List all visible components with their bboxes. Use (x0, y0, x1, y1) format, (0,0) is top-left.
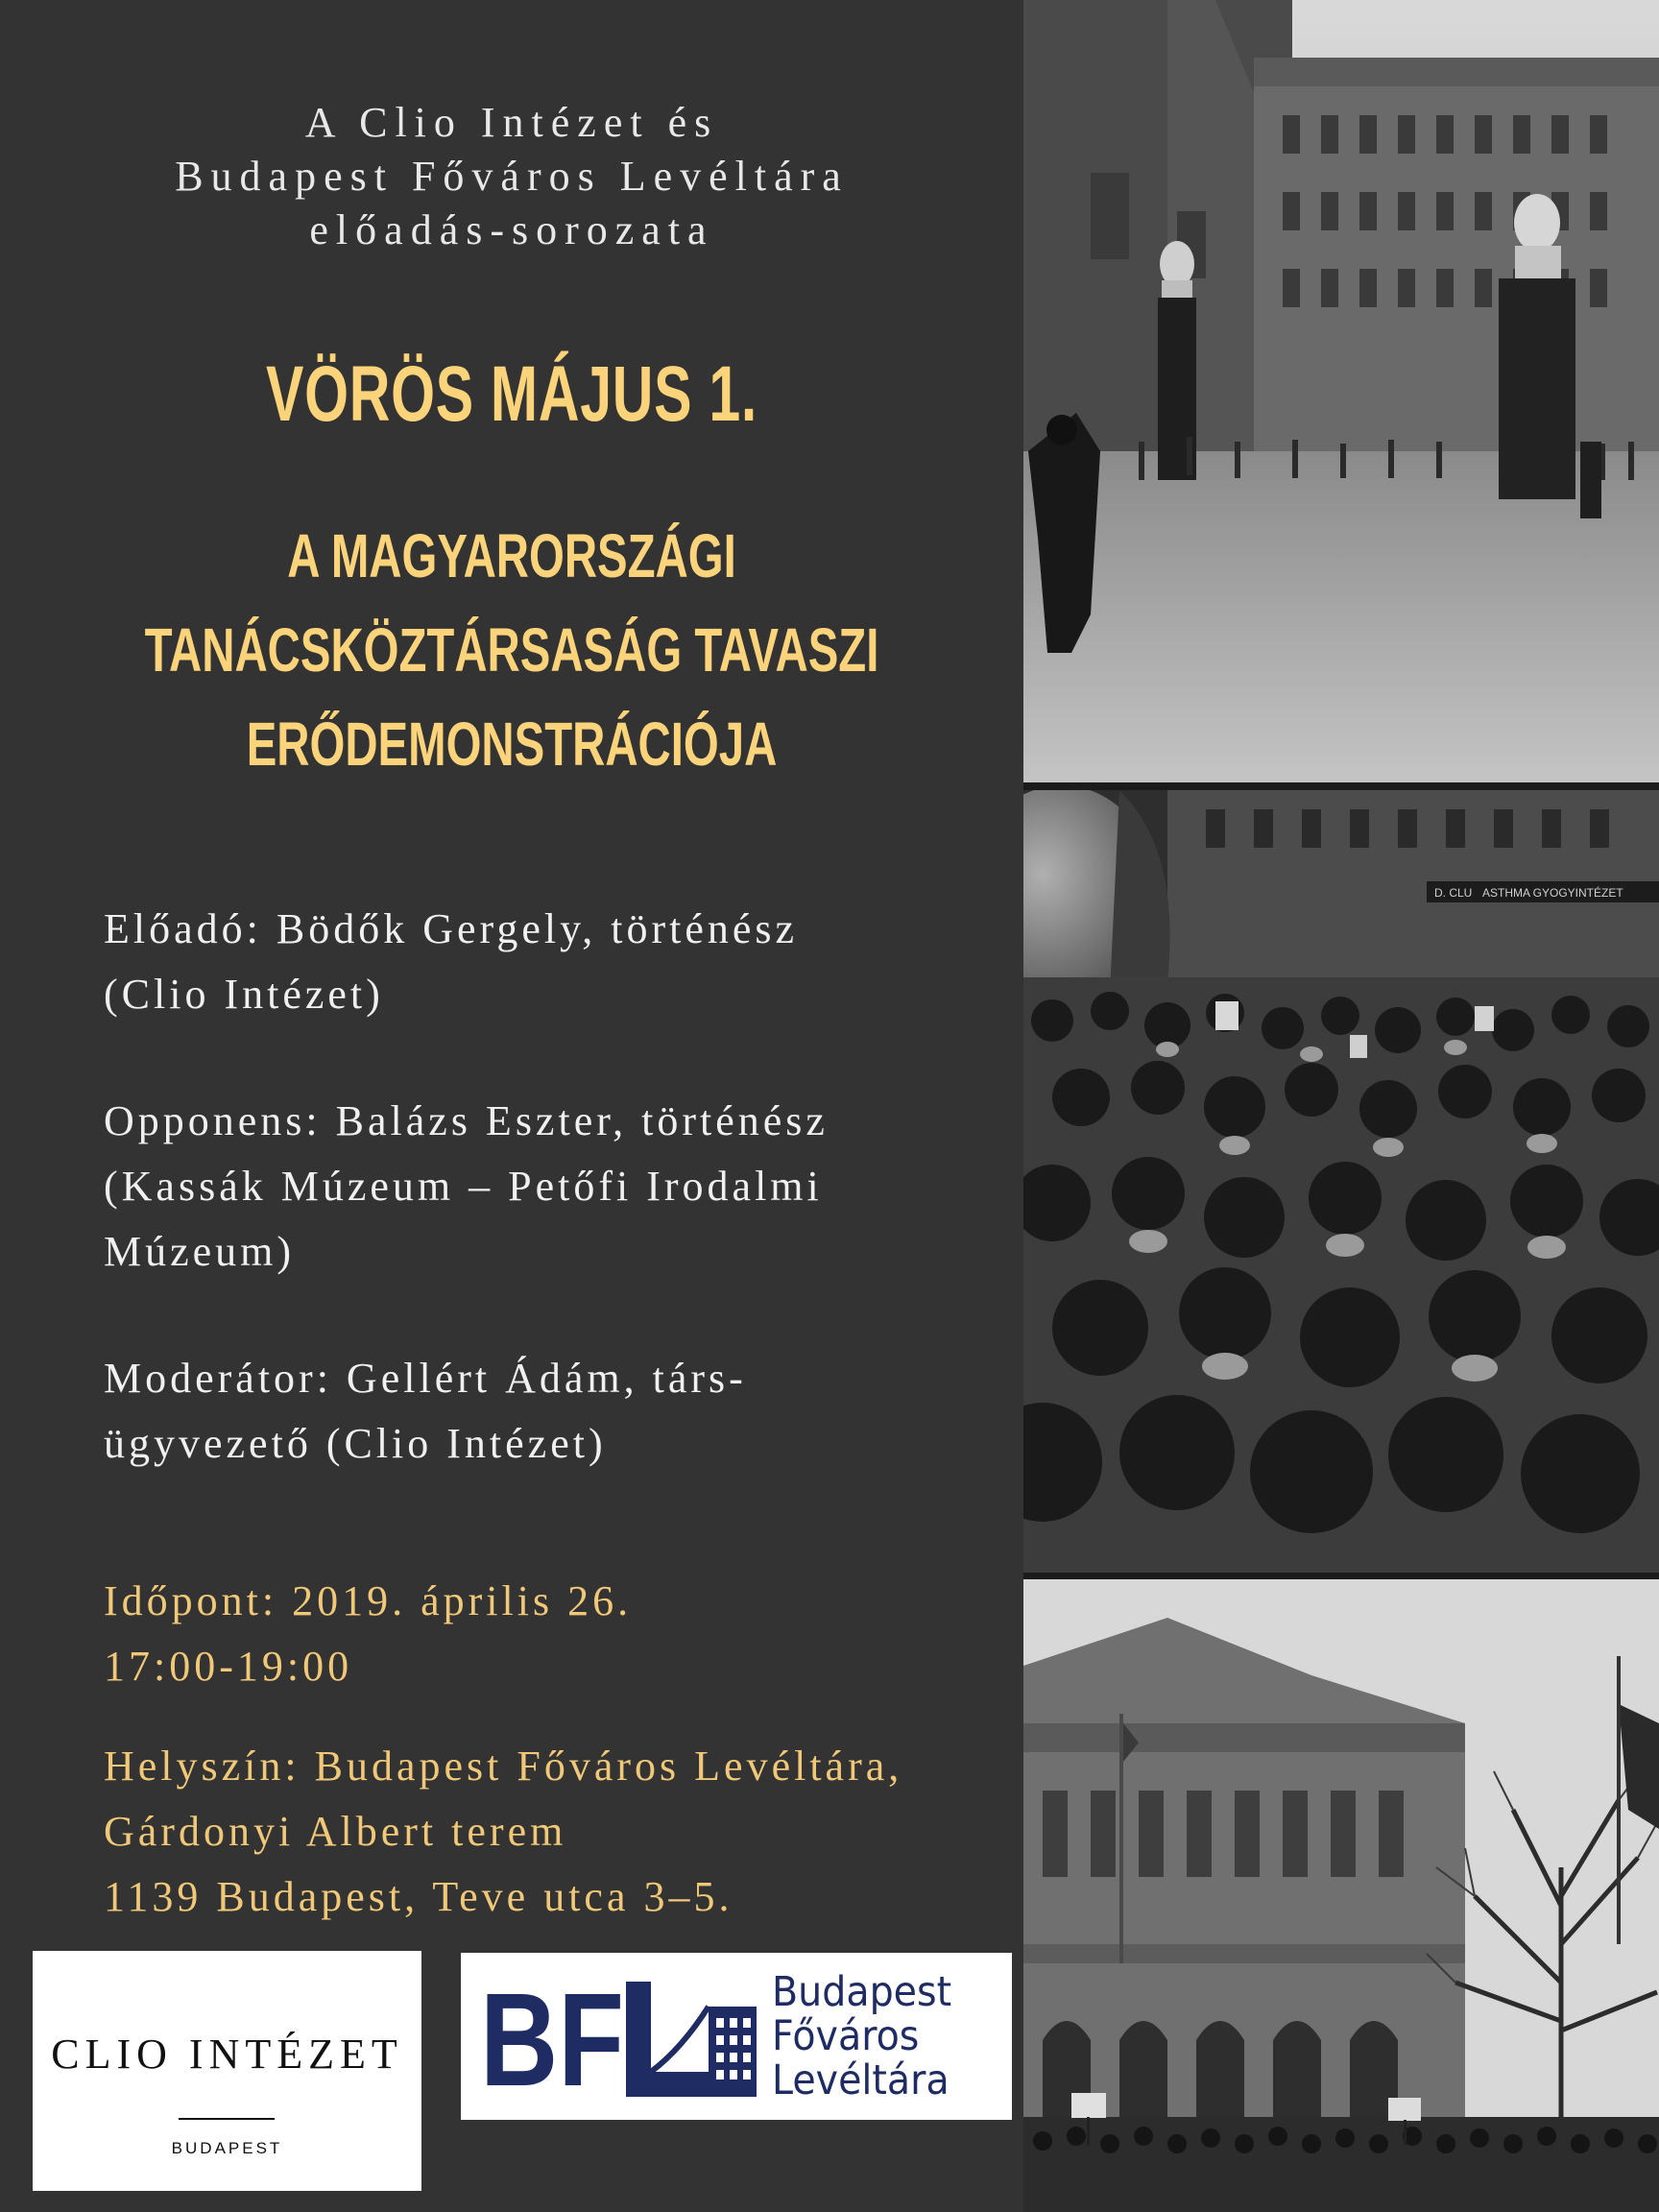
intro-line-2: Budapest Főváros Levéltára (175, 153, 849, 200)
venue-line-1: Helyszín: Budapest Főváros Levéltára, (104, 1743, 903, 1790)
event-subtitle (0, 509, 1023, 791)
photo-square-with-busts (1023, 0, 1659, 782)
bfl-line-1: Budapest (772, 1968, 952, 2016)
intro-line-1: A Clio Intézet és (304, 99, 719, 146)
date-info (104, 1569, 1006, 1699)
venue-line-3: 1139 Budapest, Teve utca 3–5. (104, 1873, 733, 1920)
bfl-archive-logo (461, 1953, 1012, 2120)
speaker-line-2: (Clio Intézet) (104, 971, 384, 1018)
opponent-line-1: Opponens: Balázs Eszter, történész (104, 1097, 829, 1144)
photo-crowd-gathering (1023, 790, 1659, 1573)
speaker-line-1: Előadó: Bödők Gergely, történész (104, 905, 799, 952)
subtitle-line-1: A MAGYARORSZÁGI (287, 521, 736, 590)
clio-logo-city: BUDAPEST (171, 2139, 283, 2157)
photo-sign-asthma: ASTHMA GYOGYINTÉZET (1482, 886, 1623, 900)
bfl-line-2: Főváros (772, 2012, 920, 2060)
svg-text:BF: BF (480, 1972, 624, 2101)
historical-photo-column (1023, 0, 1659, 2212)
opponent-info (104, 1089, 1006, 1285)
speaker-info (104, 897, 1006, 1027)
intro-line-3: előadás-sorozata (309, 206, 714, 253)
venue-line-2: Gárdonyi Albert terem (104, 1808, 567, 1855)
date-line-2: 17:00-19:00 (104, 1643, 353, 1690)
subtitle-line-2: TANÁCSKÖZTÁRSASÁG TAVASZI (144, 615, 879, 685)
moderator-line-2: ügyvezető (Clio Intézet) (104, 1420, 607, 1467)
photo-sign-club: D. CLU (1434, 886, 1473, 900)
bfl-logo-text (772, 1970, 984, 2103)
moderator-info (104, 1346, 1006, 1477)
bfl-mark-icon (480, 1972, 758, 2101)
event-title: VÖRÖS MÁJUS 1. (265, 350, 758, 438)
subtitle-line-3: ERŐDEMONSTRÁCIÓJA (246, 709, 778, 779)
clio-intezet-logo (33, 1951, 421, 2191)
clio-logo-divider (179, 2118, 275, 2120)
opponent-line-3: Múzeum) (104, 1228, 296, 1275)
bfl-line-3: Levéltára (772, 2056, 950, 2104)
moderator-line-1: Moderátor: Gellért Ádám, társ- (104, 1355, 747, 1402)
date-line-1: Időpont: 2019. április 26. (104, 1577, 633, 1624)
opponent-line-2: (Kassák Múzeum – Petőfi Irodalmi (104, 1163, 823, 1210)
series-intro (0, 96, 1023, 257)
venue-info (104, 1734, 1006, 1930)
clio-logo-name: CLIO INTÉZET (51, 2031, 403, 2078)
photo-opera-house-crowd (1023, 1579, 1659, 2212)
